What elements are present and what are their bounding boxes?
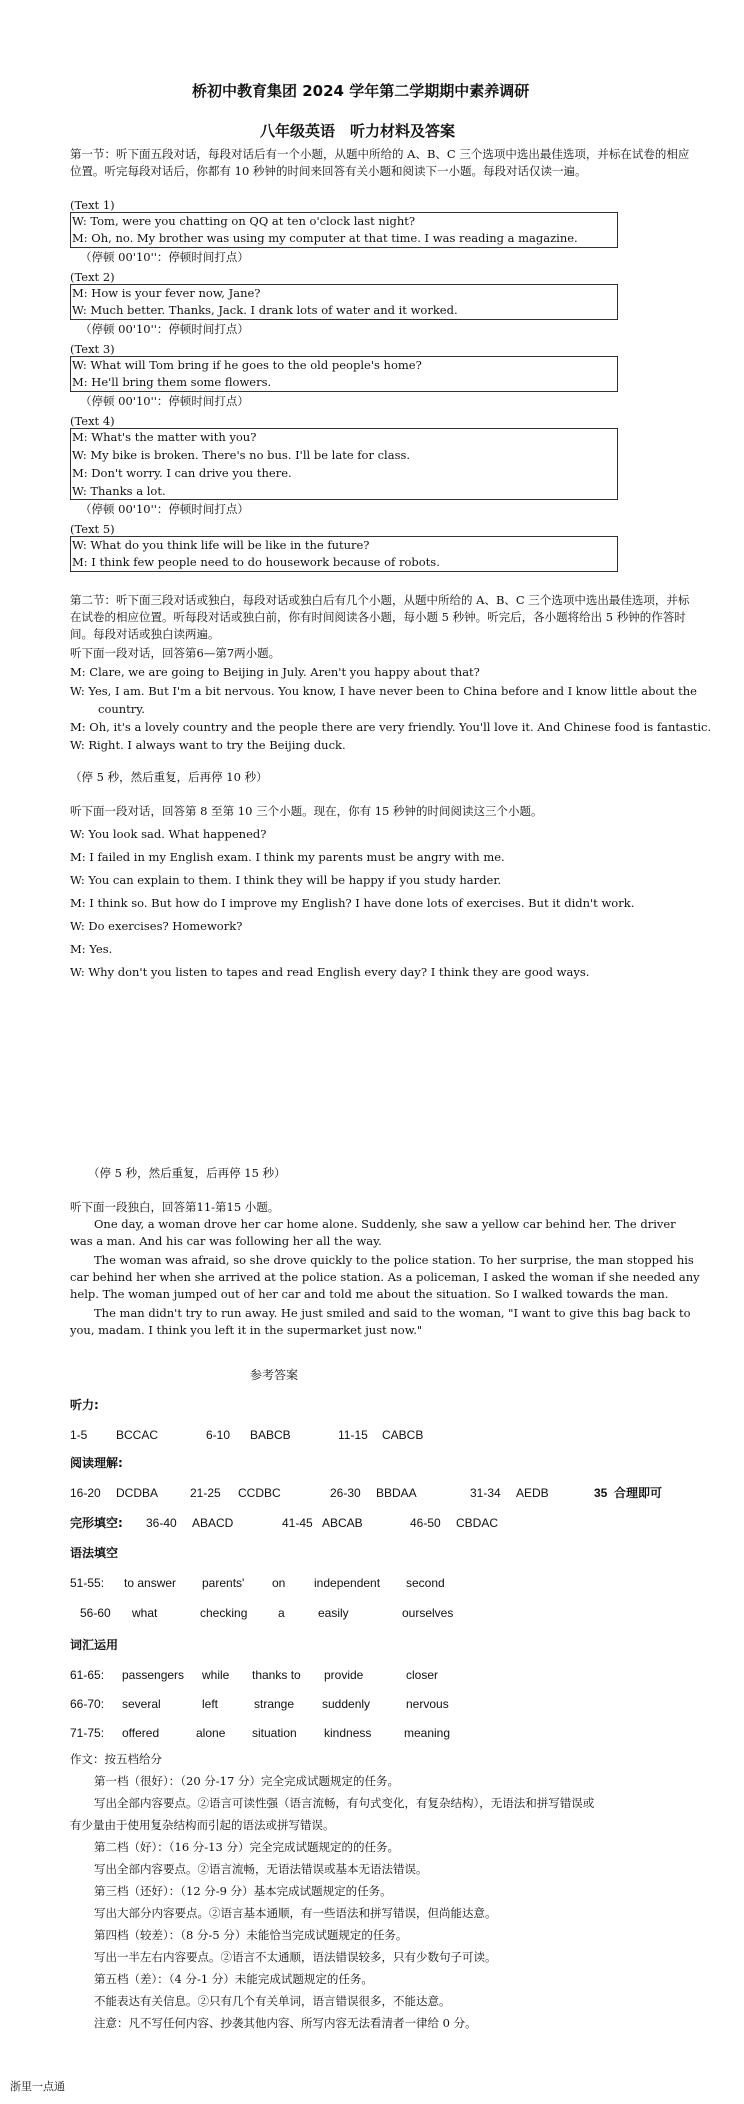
answers-title: 参考答案	[250, 1368, 299, 1382]
text1-line: W: Tom, were you chatting on QQ at ten o'clock last night?	[72, 214, 416, 228]
dialogue2-line: M: Yes.	[70, 942, 113, 956]
answer-word: independent	[314, 1576, 381, 1590]
pause-note: （停顿 00'10''：停顿时间打点）	[80, 394, 249, 408]
text2-line: W: Much better. Thanks, Jack. I drank lots of water and it worked.	[72, 303, 458, 317]
answer-range: 11-15	[338, 1428, 368, 1442]
dialogue2-line: W: Do exercises? Homework?	[70, 919, 243, 933]
answer-value: ABACD	[192, 1516, 234, 1530]
cloze-label: 完形填空:	[70, 1516, 123, 1530]
answer-word: offered	[122, 1726, 160, 1740]
answer-word: situation	[252, 1726, 297, 1740]
rubric-line: 写出全部内容要点。②语言流畅，无语法错误或基本无语法错误。	[94, 1862, 428, 1876]
answer-range: 26-30	[330, 1486, 361, 1500]
pause-note: （停顿 00'10''：停顿时间打点）	[80, 250, 249, 264]
answer-word: meaning	[404, 1726, 451, 1740]
answer-value: ABCAB	[322, 1516, 363, 1530]
dialogue2-line: W: You can explain to them. I think they will be happy if you study harder.	[70, 873, 502, 887]
answer-word: ourselves	[402, 1606, 454, 1620]
answer-word: second	[406, 1576, 445, 1590]
rubric-line: 不能表达有关信息。②只有几个有关单词，语言错误很多，不能达意。	[94, 1994, 451, 2008]
answer-range: 1-5	[70, 1428, 88, 1442]
answer-word: thanks to	[252, 1668, 301, 1682]
text2-line: M: How is your fever now, Jane?	[72, 286, 261, 300]
rubric-line: 第二档（好）：（16 分-13 分）完全完成试题规定的的任务。	[94, 1840, 399, 1854]
answer-value: 合理即可	[614, 1486, 663, 1500]
dialogue2-line: M: I think so. But how do I improve my English? I have done lots of exercises. But it didn't work.	[70, 896, 635, 910]
answer-value: CABCB	[382, 1428, 424, 1442]
text5-label: (Text 5)	[70, 522, 115, 536]
answer-value: AEDB	[516, 1486, 549, 1500]
answer-range: 66-70:	[70, 1697, 105, 1711]
answer-word: alone	[196, 1726, 226, 1740]
answer-word: checking	[200, 1606, 248, 1620]
answer-word: closer	[406, 1668, 439, 1682]
pause-note: （停 5 秒，然后重复，后再停 10 秒）	[70, 770, 268, 784]
answer-word: left	[202, 1697, 219, 1711]
section1-intro: 第一节：听下面五段对话，每段对话后有一个小题，从题中所给的 A、B、C 三个选项中选出最佳选项，并标在试卷的相应位置。听完每段对话后，你都有 10 秒钟的时间来回答有关小题和阅读下一小题。每段对话仅读一遍。	[70, 147, 690, 178]
dialogue1-line: W: Right. I always want to try the Beijing duck.	[70, 738, 346, 752]
text4-line: M: Don't worry. I can drive you there.	[72, 466, 292, 480]
rubric-line: 有少量由于使用复杂结构而引起的语法或拼写错误。	[70, 1818, 335, 1832]
pause-note: （停顿 00'10''：停顿时间打点）	[80, 502, 249, 516]
writing-label: 作文：按五档给分	[70, 1752, 162, 1766]
answer-range: 41-45	[282, 1516, 313, 1530]
answer-range: 6-10	[206, 1428, 231, 1442]
dialogue2-line: W: Why don't you listen to tapes and read English every day? I think they are good ways.	[70, 965, 590, 979]
rubric-line: 第五档（差）：（4 分-1 分）未能完成试题规定的任务。	[94, 1972, 373, 1986]
answer-range: 16-20	[70, 1486, 101, 1500]
pause-note: （停 5 秒，然后重复，后再停 15 秒）	[88, 1166, 286, 1180]
text4-label: (Text 4)	[70, 414, 115, 428]
answer-range: 36-40	[146, 1516, 177, 1530]
answer-value: BBDAA	[376, 1486, 417, 1500]
text3-line: M: He'll bring them some flowers.	[72, 375, 272, 389]
monologue-prompt: 听下面一段独白，回答第11-第15 小题。	[70, 1200, 280, 1214]
dialogue1-line: M: Clare, we are going to Beijing in July. Aren't you happy about that?	[70, 665, 480, 679]
text2-label: (Text 2)	[70, 270, 115, 284]
answer-range: 46-50	[410, 1516, 441, 1530]
answer-range: 51-55:	[70, 1576, 105, 1590]
answer-value: BABCB	[250, 1428, 291, 1442]
answer-range: 71-75:	[70, 1726, 105, 1740]
dialogue1-line: W: Yes, I am. But I'm a bit nervous. You know, I have never been to China before and I know little about the	[70, 684, 697, 698]
answer-word: strange	[254, 1697, 295, 1711]
answer-word: a	[278, 1606, 285, 1620]
answer-word: what	[132, 1606, 158, 1620]
answer-value: BCCAC	[116, 1428, 159, 1442]
text5-line: W: What do you think life will be like in the future?	[72, 538, 370, 552]
text4-line: W: Thanks a lot.	[72, 484, 166, 498]
answer-value: DCDBA	[116, 1486, 159, 1500]
answer-range: 31-34	[470, 1486, 501, 1500]
document-subtitle: 八年级英语 听力材料及答案	[260, 122, 456, 140]
source-watermark: 浙里一点通	[10, 2080, 65, 2093]
text3-label: (Text 3)	[70, 342, 115, 356]
answer-value: CCDBC	[238, 1486, 281, 1500]
dialogue2-line: W: You look sad. What happened?	[70, 827, 267, 841]
rubric-line: 第一档（很好）：（20 分-17 分）完全完成试题规定的任务。	[94, 1774, 399, 1788]
answer-word: parents'	[202, 1576, 245, 1590]
document-title: 桥初中教育集团 2024 学年第二学期期中素养调研	[192, 82, 530, 100]
answer-word: kindness	[324, 1726, 372, 1740]
answer-range: 35	[594, 1486, 608, 1500]
rubric-line: 注意：凡不写任何内容、抄袭其他内容、所写内容无法看清者一律给 0 分。	[94, 2016, 477, 2030]
dialogue2-prompt: 听下面一段对话，回答第 8 至第 10 三个小题。现在，你有 15 秒钟的时间阅读这三个小题。	[70, 804, 543, 818]
answer-word: passengers	[122, 1668, 185, 1682]
answer-range: 61-65:	[70, 1668, 105, 1682]
text4-line: W: My bike is broken. There's no bus. I'll be late for class.	[72, 448, 411, 462]
vocab-label: 词汇运用	[70, 1638, 119, 1652]
dialogue2-line: M: I failed in my English exam. I think my parents must be angry with me.	[70, 850, 505, 864]
answer-word: suddenly	[322, 1697, 371, 1711]
text1-label: (Text 1)	[70, 198, 115, 212]
dialogue1-prompt: 听下面一段对话，回答第6—第7两小题。	[70, 646, 281, 660]
answer-word: while	[202, 1668, 230, 1682]
text3-line: W: What will Tom bring if he goes to the old people's home?	[72, 358, 422, 372]
dialogue1-line: country.	[98, 702, 145, 716]
rubric-line: 写出一半左右内容要点。②语言不太通顺，语法错误较多，只有少数句子可读。	[94, 1950, 497, 1964]
text5-line: M: I think few people need to do housework because of robots.	[72, 555, 440, 569]
answer-word: nervous	[406, 1697, 449, 1711]
monologue-paragraph: One day, a woman drove her car home alone. Suddenly, she saw a yellow car behind her. The driver was a man. And his car was following her all the way.	[70, 1217, 676, 1248]
text1-line: M: Oh, no. My brother was using my computer at that time. I was reading a magazine.	[72, 231, 578, 245]
answer-word: to answer	[124, 1576, 177, 1590]
answer-word: several	[122, 1697, 161, 1711]
pause-note: （停顿 00'10''：停顿时间打点）	[80, 322, 249, 336]
grammar-label: 语法填空	[70, 1546, 119, 1560]
rubric-line: 写出大部分内容要点。②语言基本通顺，有一些语法和拼写错误，但尚能达意。	[94, 1906, 497, 1920]
listening-label: 听力:	[70, 1398, 99, 1412]
answer-value: CBDAC	[456, 1516, 499, 1530]
rubric-line: 第三档（还好）：（12 分-9 分）基本完成试题规定的任务。	[94, 1884, 392, 1898]
monologue-paragraph: The man didn't try to run away. He just smiled and said to the woman, "I want to give this bag back to you, madam. I think you left it in the supermarket just now."	[70, 1306, 691, 1337]
monologue-paragraph: The woman was afraid, so she drove quickly to the police station. To her surprise, the man stopped his car behind her when she arrived at the police station. As a policeman, I asked the woman if she needed any help. The woman jumped out of her car and told me about the situation. So I walked towards the man.	[70, 1253, 700, 1301]
answer-word: on	[272, 1576, 286, 1590]
rubric-line: 第四档（较差）：（8 分-5 分）未能恰当完成试题规定的任务。	[94, 1928, 408, 1942]
answer-range: 21-25	[190, 1486, 221, 1500]
rubric-line: 写出全部内容要点。②语言可读性强（语言流畅，有句式变化，有复杂结构），无语法和拼写错误或	[94, 1796, 595, 1810]
reading-label: 阅读理解:	[70, 1456, 123, 1470]
text4-line: M: What's the matter with you?	[72, 430, 257, 444]
answer-range: 56-60	[80, 1606, 111, 1620]
answer-word: easily	[318, 1606, 349, 1620]
answer-word: provide	[324, 1668, 364, 1682]
dialogue1-line: M: Oh, it's a lovely country and the people there are very friendly. You'll love it. And Chinese food is fantastic.	[70, 720, 712, 734]
section2-intro: 第二节：听下面三段对话或独白，每段对话或独白后有几个小题，从题中所给的 A、B、C 三个选项中选出最佳选项，并标在试卷的相应位置。听每段对话或独白前，你有时间阅读各小题，每小题 5 秒钟。听完后，各小题将给出 5 秒钟的作答时间。每段对话或独白读两遍。	[70, 593, 690, 641]
